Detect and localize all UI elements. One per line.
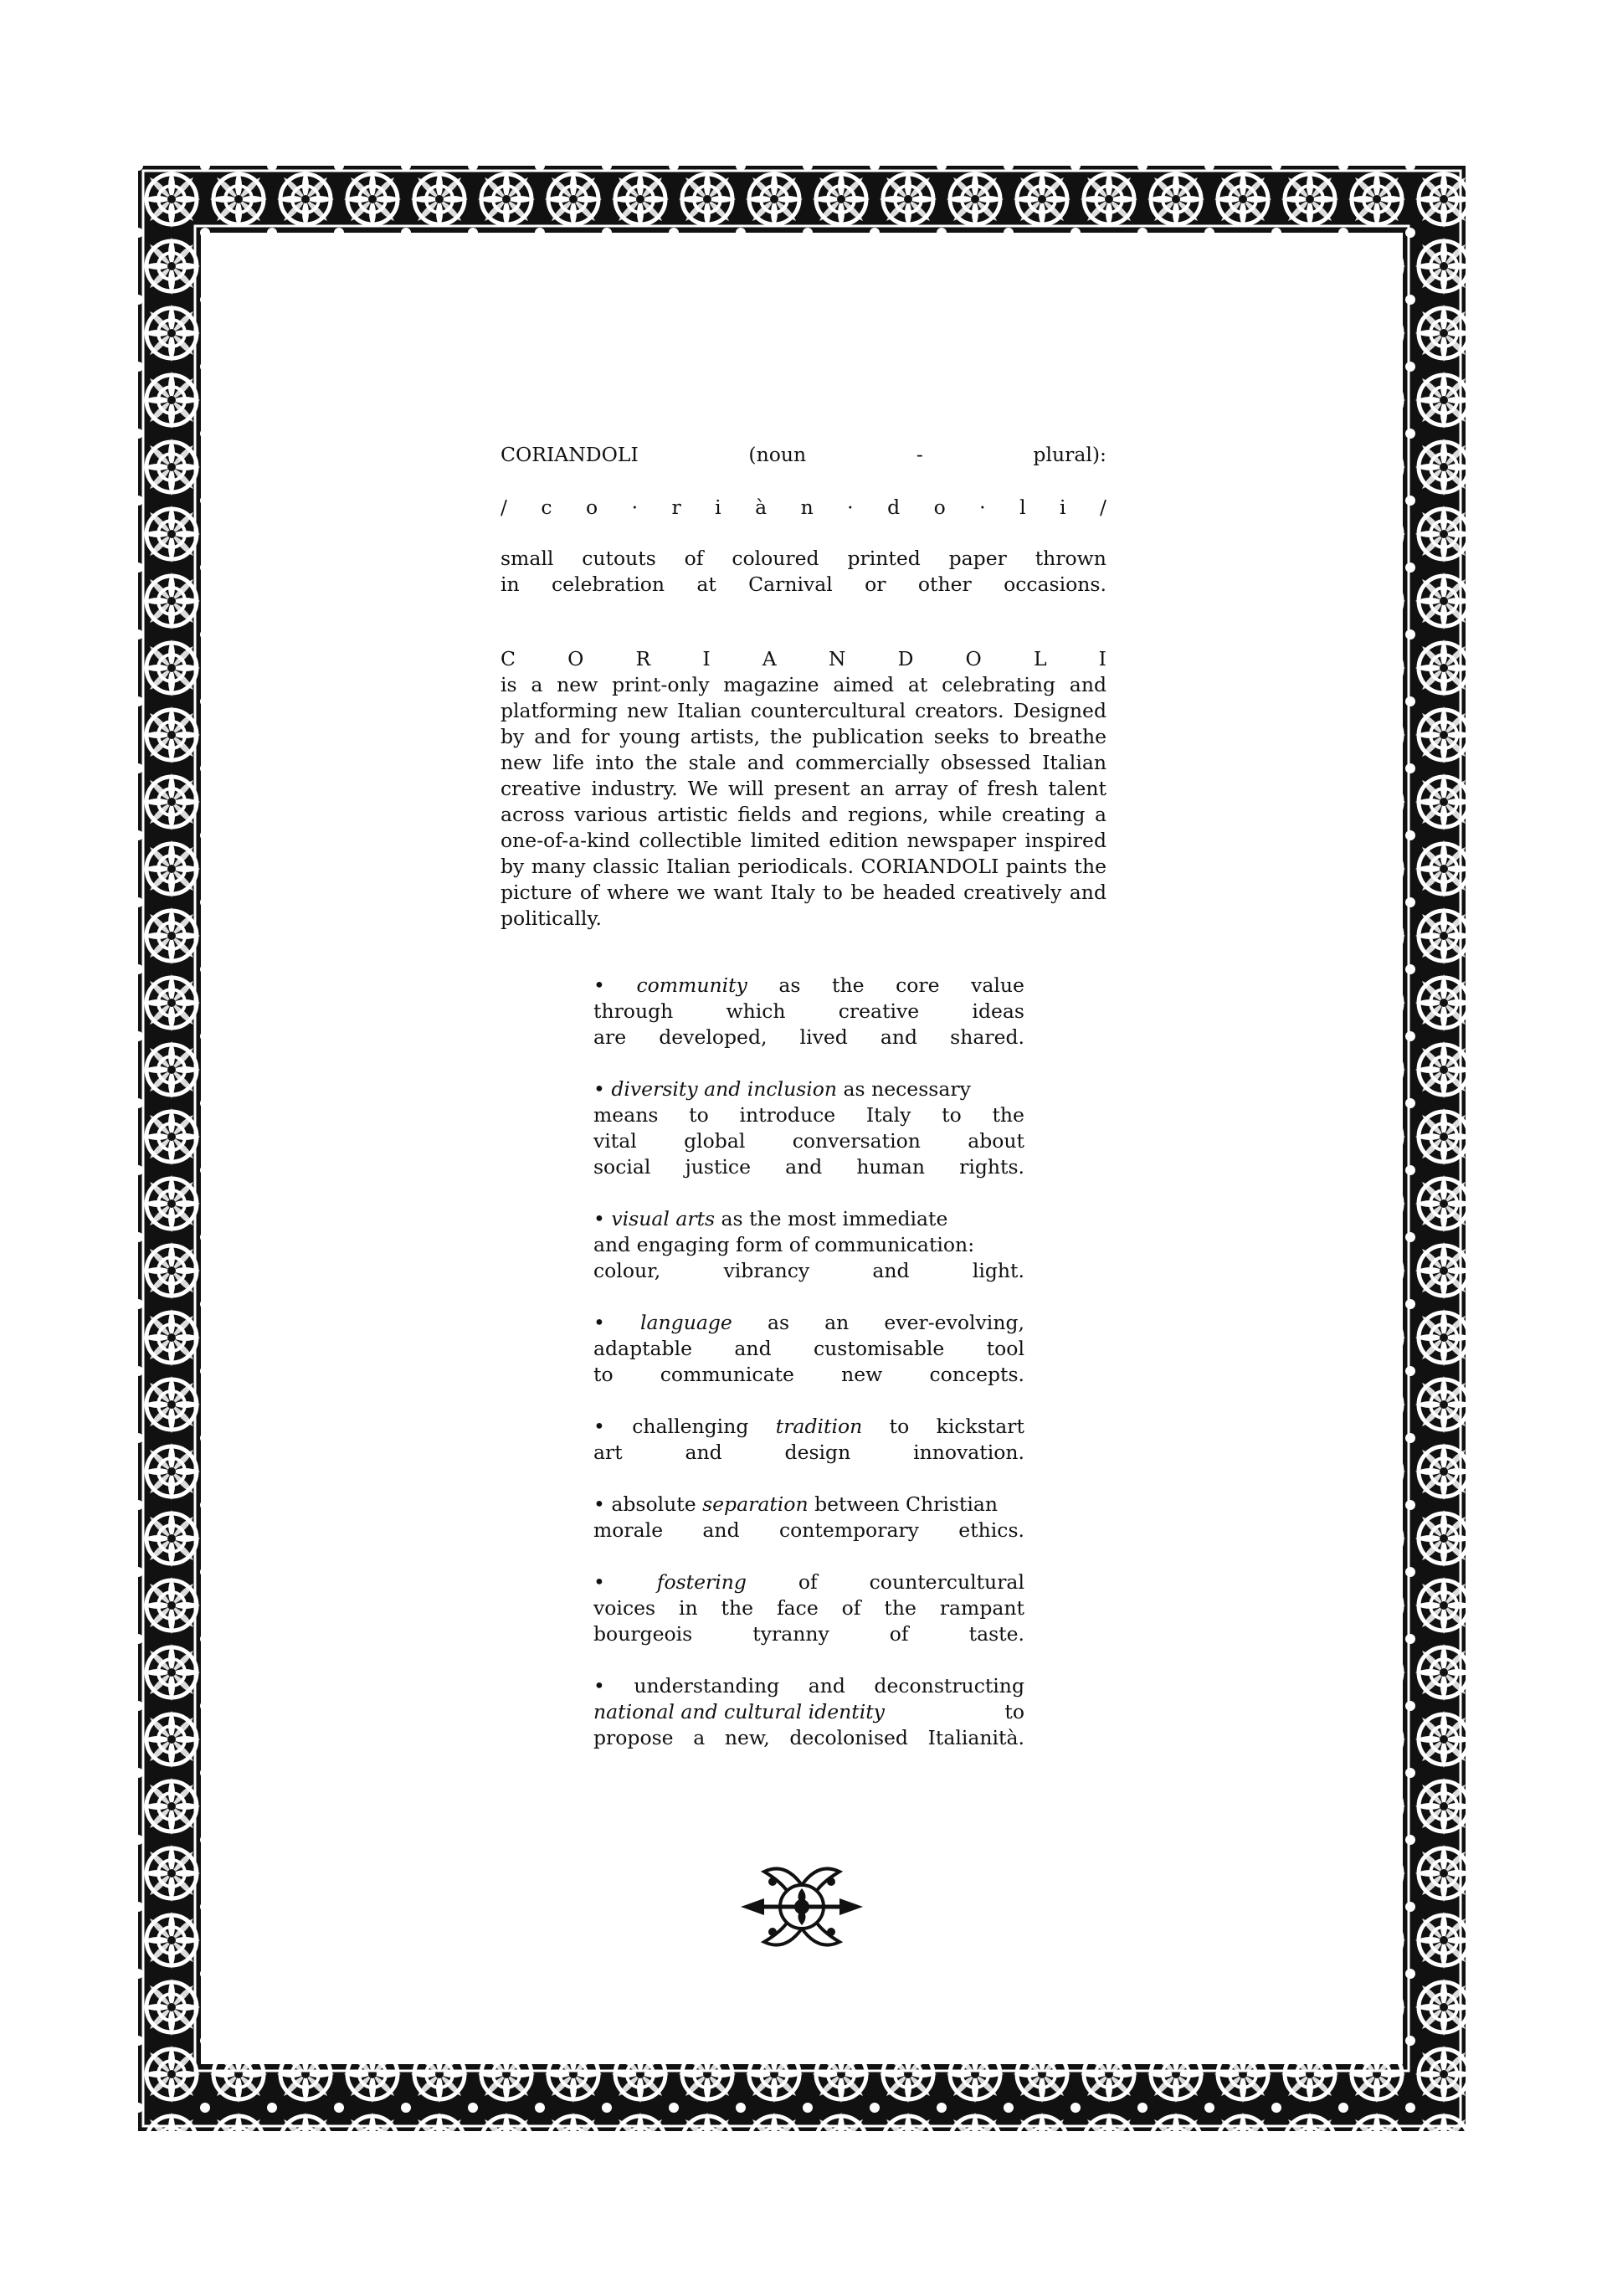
value-line xyxy=(593,1076,1024,1102)
value-word: to xyxy=(889,1415,910,1438)
value-line xyxy=(593,1414,1024,1440)
value-item xyxy=(593,1076,1024,1180)
value-word: creative xyxy=(838,999,920,1023)
pronunciation-char: i xyxy=(715,496,721,519)
value-word: • xyxy=(593,973,605,997)
value-word: the xyxy=(884,1596,916,1620)
value-word: the xyxy=(992,1103,1024,1127)
meaning-word: printed xyxy=(847,547,921,570)
value-word: and xyxy=(872,1259,910,1282)
title-letter: O xyxy=(567,647,584,670)
meaning-word: cutouts xyxy=(582,547,656,570)
value-word: to xyxy=(593,1363,614,1386)
value-word: to xyxy=(942,1103,962,1127)
value-word: tool xyxy=(986,1337,1024,1360)
value-word: between Christian xyxy=(808,1492,999,1516)
values-list xyxy=(593,973,1024,1777)
value-word: shared. xyxy=(950,1025,1024,1049)
value-line xyxy=(593,1699,1024,1725)
value-word: taste. xyxy=(968,1622,1024,1646)
meaning-word: paper xyxy=(948,547,1007,570)
value-word: as xyxy=(767,1311,790,1334)
value-word: of xyxy=(798,1570,818,1594)
value-line xyxy=(593,1492,1024,1518)
emphasis-word: language xyxy=(640,1311,732,1334)
title-letter: N xyxy=(828,647,846,670)
value-word: are xyxy=(593,1025,627,1049)
value-word: and xyxy=(702,1518,740,1542)
value-line xyxy=(593,1362,1024,1388)
value-word: new xyxy=(841,1363,883,1386)
value-word: and xyxy=(785,1155,823,1179)
value-word: global xyxy=(684,1129,746,1153)
value-word: deconstructing xyxy=(874,1674,1024,1698)
value-word: social xyxy=(593,1155,651,1179)
value-word: communicate xyxy=(660,1363,794,1386)
value-word: and xyxy=(734,1337,772,1360)
value-line xyxy=(593,1310,1024,1336)
value-word: understanding xyxy=(634,1674,780,1698)
value-word: as xyxy=(778,973,801,997)
value-word: challenging xyxy=(632,1415,749,1438)
value-line xyxy=(593,1569,1024,1595)
value-line xyxy=(593,1128,1024,1154)
value-word: vital xyxy=(593,1129,637,1153)
pronunciation-char: · xyxy=(631,496,639,519)
pronunciation-char: o xyxy=(585,496,598,519)
value-word: decolonised xyxy=(789,1726,908,1749)
value-word: contemporary xyxy=(778,1518,919,1542)
value-word: which xyxy=(726,999,786,1023)
value-word: • xyxy=(593,1674,605,1698)
value-line xyxy=(593,1258,1024,1284)
emphasis-word: diversity and inclusion xyxy=(611,1077,838,1101)
value-word: the xyxy=(721,1596,754,1620)
pronunciation-char: o xyxy=(933,496,946,519)
value-word: of xyxy=(889,1622,909,1646)
value-word: a xyxy=(693,1726,706,1749)
value-line xyxy=(593,1232,1024,1258)
value-word: propose xyxy=(593,1726,674,1749)
value-word: innovation. xyxy=(913,1441,1024,1464)
value-word: to xyxy=(1004,1700,1024,1723)
value-line xyxy=(593,1673,1024,1699)
value-word: value xyxy=(971,973,1024,997)
value-word: conversation xyxy=(792,1129,921,1153)
value-word: introduce xyxy=(739,1103,836,1127)
pronunciation-char: / xyxy=(1100,496,1106,519)
value-word: human xyxy=(856,1155,926,1179)
value-word: • absolute xyxy=(593,1492,703,1516)
emphasis-word: tradition xyxy=(775,1415,863,1438)
header-word: CORIANDOLI xyxy=(501,443,639,466)
header-word: - xyxy=(916,443,923,466)
value-word: and xyxy=(880,1025,918,1049)
value-line xyxy=(593,1518,1024,1544)
pronunciation-char: r xyxy=(671,496,681,519)
pronunciation-char: à xyxy=(755,496,768,519)
value-line xyxy=(593,973,1024,999)
value-word: developed, xyxy=(659,1025,768,1049)
meaning-word: or xyxy=(865,573,886,596)
value-word: as necessary xyxy=(837,1077,971,1101)
title-letter: A xyxy=(762,647,777,670)
value-word: an xyxy=(824,1311,850,1334)
header-word: (noun xyxy=(748,443,807,466)
value-word: morale xyxy=(593,1518,664,1542)
value-word: in xyxy=(678,1596,698,1620)
value-word: bourgeois xyxy=(593,1622,693,1646)
value-item xyxy=(593,1569,1024,1647)
title-letter: I xyxy=(1098,647,1106,670)
value-item xyxy=(593,1414,1024,1466)
pronunciation-char: i xyxy=(1060,496,1066,519)
meaning-word: celebration xyxy=(551,573,665,596)
value-item xyxy=(593,1310,1024,1388)
value-word: • xyxy=(593,1415,605,1438)
meaning-word: Carnival xyxy=(748,573,833,596)
pronunciation-char: l xyxy=(1019,496,1026,519)
value-item xyxy=(593,1206,1024,1284)
title-letter: O xyxy=(965,647,982,670)
emphasis-word: fostering xyxy=(656,1570,747,1594)
definition-header xyxy=(501,442,1106,468)
value-line xyxy=(593,1621,1024,1647)
value-word: customisable xyxy=(814,1337,945,1360)
value-word: adaptable xyxy=(593,1337,693,1360)
value-word: ever-evolving, xyxy=(884,1311,1024,1334)
definition-block xyxy=(501,442,1106,932)
value-word: lived xyxy=(799,1025,848,1049)
value-word: colour, xyxy=(593,1259,661,1282)
floral-ornament-icon xyxy=(739,1855,865,1959)
value-word: ethics. xyxy=(958,1518,1024,1542)
value-word: tyranny xyxy=(752,1622,829,1646)
value-word: light. xyxy=(972,1259,1024,1282)
value-word: and engaging form of communication: xyxy=(593,1233,975,1256)
value-word: and xyxy=(685,1441,722,1464)
value-word: concepts. xyxy=(929,1363,1024,1386)
meaning-word: small xyxy=(501,547,554,570)
meaning-word: occasions. xyxy=(1004,573,1106,596)
meaning-word: thrown xyxy=(1035,547,1106,570)
pronunciation-char: · xyxy=(979,496,986,519)
emphasis-word: separation xyxy=(702,1492,809,1516)
meaning-word: other xyxy=(917,573,972,596)
value-item xyxy=(593,1492,1024,1544)
title-letter: I xyxy=(702,647,711,670)
meaning-line xyxy=(501,572,1106,598)
pronunciation-char: c xyxy=(541,496,552,519)
emphasis-word: visual arts xyxy=(611,1207,716,1230)
pronunciation xyxy=(501,495,1106,521)
value-line xyxy=(593,1154,1024,1180)
value-word: new, xyxy=(724,1726,770,1749)
title-letter: R xyxy=(635,647,651,670)
value-word: voices xyxy=(593,1596,656,1620)
meaning-line xyxy=(501,546,1106,572)
intro-paragraph: is a new print-only magazine aimed at celebrating and platforming new Italian countercultural creators. Designed by and for young artists, the publication seeks to breathe new life into the stale and commercially obsessed Italian creative industry. We will present an array of fresh talent across various artistic fields and regions, while creating a one-of-a-kind collectible limited edition newspaper inspired by many classic Italian periodicals. CORIANDOLI paints the picture of where we want Italy to be headed creatively and politically. xyxy=(501,673,1106,930)
value-word: justice xyxy=(685,1155,751,1179)
value-word: art xyxy=(593,1441,623,1464)
definition-meaning xyxy=(501,546,1106,598)
value-word: Italy xyxy=(865,1103,911,1127)
value-word: countercultural xyxy=(869,1570,1024,1594)
value-word: vibrancy xyxy=(723,1259,810,1282)
pronunciation-char: / xyxy=(501,496,507,519)
value-line xyxy=(593,1595,1024,1621)
value-word: • xyxy=(593,1570,605,1594)
value-word: ideas xyxy=(972,999,1024,1023)
pronunciation-char: · xyxy=(847,496,854,519)
pronunciation-char: d xyxy=(887,496,901,519)
value-line xyxy=(593,999,1024,1025)
value-word: kickstart xyxy=(936,1415,1024,1438)
value-word: through xyxy=(593,999,674,1023)
value-line xyxy=(593,1725,1024,1751)
value-line xyxy=(593,1336,1024,1362)
value-item xyxy=(593,973,1024,1050)
header-word: plural): xyxy=(1033,443,1106,466)
value-word: rights. xyxy=(959,1155,1024,1179)
value-word: Italianità. xyxy=(927,1726,1024,1749)
value-word: design xyxy=(784,1441,851,1464)
emphasis-word: national and cultural identity xyxy=(593,1700,885,1723)
value-word: about xyxy=(968,1129,1024,1153)
value-word: of xyxy=(841,1596,861,1620)
value-word: as the most immediate xyxy=(715,1207,948,1230)
value-word: means xyxy=(593,1103,659,1127)
value-word: and xyxy=(808,1674,845,1698)
value-line xyxy=(593,1206,1024,1232)
value-line xyxy=(593,1102,1024,1128)
emphasis-word: community xyxy=(636,973,747,997)
value-line xyxy=(593,1440,1024,1466)
meaning-word: of xyxy=(684,547,704,570)
value-word: face xyxy=(776,1596,819,1620)
value-word: rampant xyxy=(939,1596,1024,1620)
meaning-word: coloured xyxy=(732,547,819,570)
value-word: • xyxy=(593,1207,612,1230)
value-line xyxy=(593,1025,1024,1050)
title-letter: L xyxy=(1033,647,1047,670)
value-word: the xyxy=(832,973,865,997)
meaning-word: in xyxy=(501,573,520,596)
value-word: • xyxy=(593,1311,605,1334)
meaning-word: at xyxy=(696,573,716,596)
value-word: • xyxy=(593,1077,612,1101)
pronunciation-char: n xyxy=(800,496,814,519)
value-word: to xyxy=(689,1103,709,1127)
title-letter: D xyxy=(897,647,914,670)
value-item xyxy=(593,1673,1024,1751)
value-word: core xyxy=(896,973,940,997)
spread-title xyxy=(501,646,1106,672)
title-letter: C xyxy=(501,647,516,670)
